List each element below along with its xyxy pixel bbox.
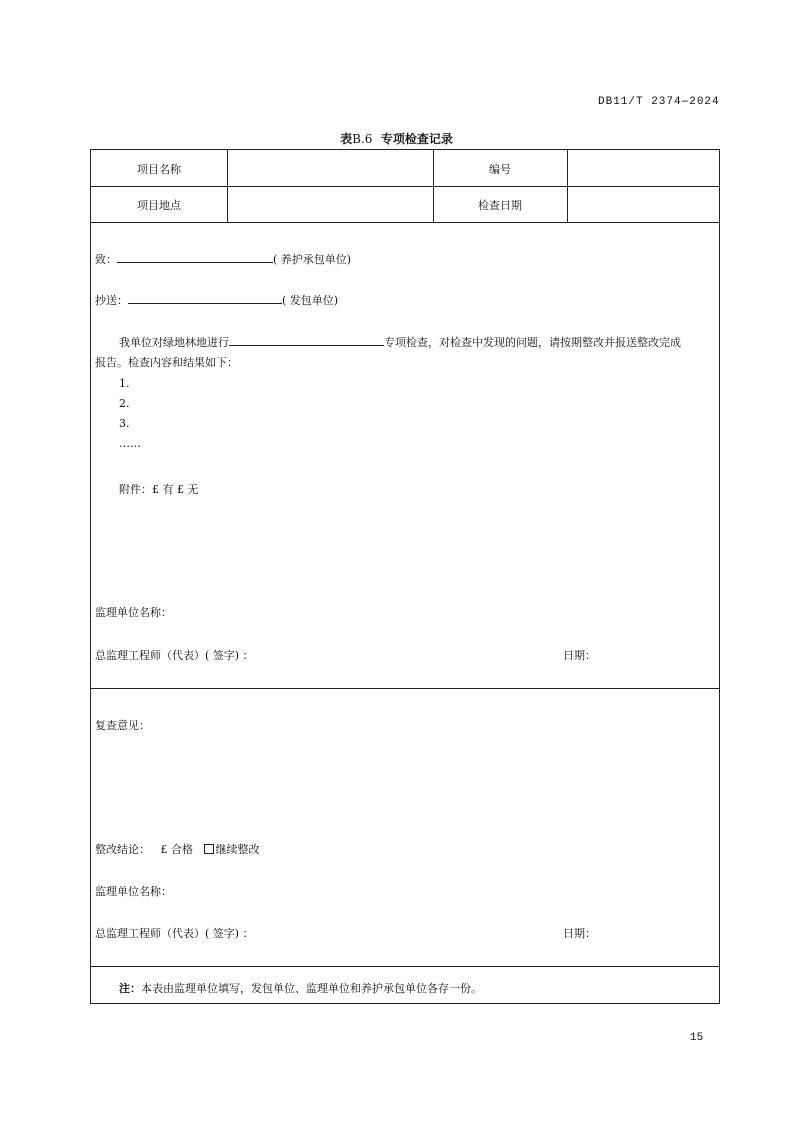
code-label: 编号 (489, 163, 511, 176)
body-post: 专项检查，对检查中发现的问题，请按期整改并报送整改完成 (384, 336, 681, 349)
check-date-field[interactable] (568, 187, 720, 222)
review-date-label: 日期： (563, 927, 596, 940)
review-chief-engineer-signature-label: 总监理工程师（代表）( 签字) ： (95, 927, 254, 940)
cc-blank[interactable] (128, 292, 282, 304)
supervisor-unit-label: 监理单位名称： (95, 606, 172, 619)
to-blank[interactable] (117, 251, 273, 263)
body-line-2: 报告。检查内容和结果如下： (95, 356, 238, 369)
check-date-label: 检查日期 (478, 199, 522, 212)
option-continue: 继续整改 (215, 843, 260, 856)
checkbox-icon[interactable] (204, 844, 214, 854)
note-line (119, 980, 482, 996)
table-title-text: 专项检查记录 (380, 132, 453, 146)
result-item-more: …… (119, 437, 141, 450)
conclusion-line (95, 841, 260, 857)
project-name-label: 项目名称 (137, 163, 181, 176)
cc-line (95, 292, 338, 308)
chief-engineer-signature-label: 总监理工程师（代表）( 签字) ： (95, 649, 254, 662)
code-field[interactable] (568, 150, 720, 186)
project-location-field[interactable] (228, 187, 433, 222)
result-item-2: 2. (119, 397, 130, 410)
attachment-line: 附件：£ 有 £ 无 (119, 483, 199, 496)
note-label: 注： (119, 982, 141, 995)
body-line-1 (119, 334, 681, 350)
inspection-record-table (90, 149, 720, 1004)
option-pass[interactable]: £ 合格 (160, 843, 193, 856)
result-item-1: 1. (119, 377, 130, 390)
body-pre: 我单位对绿地林地进行 (119, 336, 229, 349)
conclusion-label: 整改结论： (95, 843, 150, 856)
row-divider (91, 222, 719, 223)
section-divider (91, 966, 719, 967)
table-title-prefix: 表 (340, 132, 353, 146)
cc-suffix: ( 发包单位) (282, 294, 339, 307)
inspection-type-blank[interactable] (229, 334, 384, 346)
project-location-label: 项目地点 (137, 199, 181, 212)
to-label: 致： (95, 253, 117, 266)
table-number: B.6 (352, 132, 373, 146)
review-opinion-label: 复查意见： (95, 719, 150, 732)
cc-label: 抄送： (95, 294, 128, 307)
page-number: 15 (690, 1032, 704, 1044)
note-text: 本表由监理单位填写，发包单位、监理单位和养护承包单位各存一份。 (141, 982, 482, 995)
date-label: 日期： (563, 649, 596, 662)
section-divider (91, 688, 719, 689)
to-suffix: ( 养护承包单位) (273, 253, 352, 266)
table-title (0, 130, 793, 147)
review-supervisor-unit-label: 监理单位名称： (95, 885, 172, 898)
project-name-field[interactable] (228, 150, 433, 186)
to-line (95, 251, 351, 267)
result-item-3: 3. (119, 417, 130, 430)
standard-code: DB11/T 2374—2024 (598, 96, 720, 108)
